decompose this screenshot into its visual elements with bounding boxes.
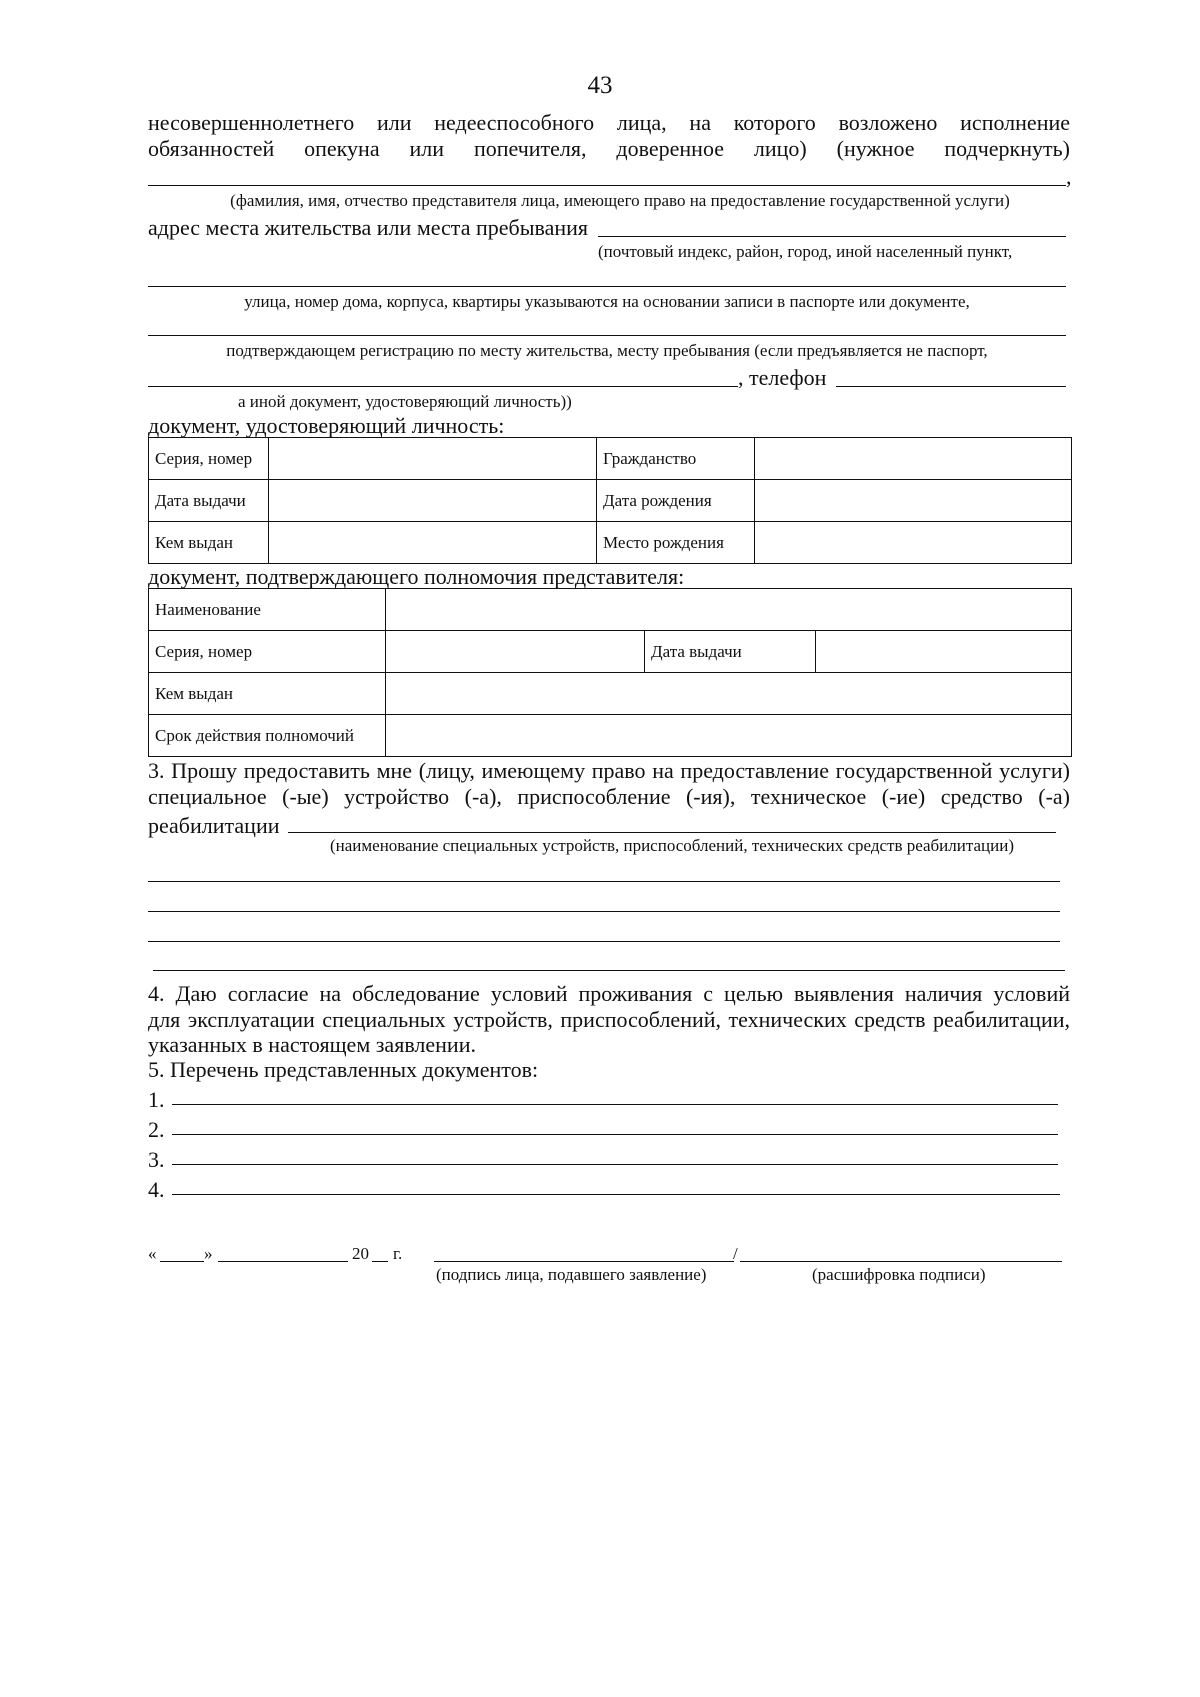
table-row bbox=[149, 438, 1072, 480]
table-row bbox=[149, 673, 1072, 715]
identity-doc-title: документ, удостоверяющий личность: bbox=[148, 413, 505, 438]
issued-by-label: Кем выдан bbox=[149, 522, 269, 564]
intro-line-1: несовершеннолетнего или недееспособного лица, на которого возложено исполнение bbox=[148, 110, 1070, 135]
table-row bbox=[149, 480, 1072, 522]
birth-place-label: Место рождения bbox=[597, 522, 755, 564]
authority-issued-by-cell[interactable] bbox=[386, 673, 1072, 715]
signature-decode-caption: (расшифровка подписи) bbox=[812, 1265, 986, 1284]
rehab-means-field[interactable] bbox=[288, 832, 1056, 833]
table-row bbox=[149, 715, 1072, 757]
phone-field[interactable] bbox=[836, 386, 1066, 387]
date-year-prefix: 20 bbox=[352, 1244, 369, 1263]
doc-list-number-2: 2. bbox=[148, 1117, 165, 1142]
citizenship-cell[interactable] bbox=[755, 438, 1072, 480]
authority-issue-date-cell[interactable] bbox=[816, 631, 1072, 673]
authority-validity-cell[interactable] bbox=[386, 715, 1072, 757]
date-quote-close: » bbox=[204, 1244, 213, 1263]
citizenship-label: Гражданство bbox=[597, 438, 755, 480]
representative-name-field[interactable] bbox=[148, 185, 1066, 186]
address-field-1[interactable] bbox=[598, 236, 1066, 237]
item5-title: 5. Перечень представленных документов: bbox=[148, 1057, 539, 1082]
date-year-field[interactable] bbox=[372, 1261, 388, 1262]
authority-validity-label: Срок действия полномочий bbox=[149, 715, 386, 757]
signature-caption: (подпись лица, подавшего заявление) bbox=[436, 1265, 707, 1284]
doc-list-number-4: 4. bbox=[148, 1177, 165, 1202]
page-number: 43 bbox=[587, 72, 613, 99]
identity-doc-table bbox=[148, 437, 1072, 564]
rehab-means-line-2[interactable] bbox=[148, 881, 1060, 882]
issue-date-cell[interactable] bbox=[269, 480, 597, 522]
phone-label: , телефон bbox=[738, 365, 827, 390]
representative-name-caption: (фамилия, имя, отчество представителя лица, имеющего право на предоставление государственной услуги) bbox=[230, 191, 1010, 210]
authority-doc-title: документ, подтверждающего полномочия представителя: bbox=[148, 564, 685, 589]
doc-list-field-1[interactable] bbox=[172, 1104, 1058, 1105]
name-line-comma: , bbox=[1066, 164, 1072, 189]
doc-list-number-3: 3. bbox=[148, 1147, 165, 1172]
address-label: адрес места жительства или места пребывания bbox=[148, 215, 588, 240]
doc-list-field-4[interactable] bbox=[172, 1194, 1060, 1195]
birth-date-cell[interactable] bbox=[755, 480, 1072, 522]
authority-name-label: Наименование bbox=[149, 589, 386, 631]
doc-list-field-3[interactable] bbox=[172, 1164, 1058, 1165]
signature-decode-field[interactable] bbox=[740, 1261, 1062, 1262]
signature-slash: / bbox=[733, 1244, 738, 1263]
rehab-means-line-3[interactable] bbox=[148, 911, 1060, 912]
item4-line-1: 4. Даю согласие на обследование условий проживания с целью выявления наличия условий bbox=[148, 981, 1070, 1006]
date-year-suffix: г. bbox=[393, 1244, 403, 1263]
address-caption-3: подтверждающем регистрацию по месту жительства, месту пребывания (если предъявляется не паспорт, bbox=[226, 341, 988, 360]
address-field-4[interactable] bbox=[148, 386, 738, 387]
item4-line-3: указанных в настоящем заявлении. bbox=[148, 1032, 476, 1057]
authority-name-cell[interactable] bbox=[386, 589, 1072, 631]
issued-by-cell[interactable] bbox=[269, 522, 597, 564]
signature-field[interactable] bbox=[434, 1261, 734, 1262]
address-caption-4: а иной документ, удостоверяющий личность)) bbox=[238, 392, 572, 411]
date-month-field[interactable] bbox=[218, 1261, 348, 1262]
doc-list-field-2[interactable] bbox=[172, 1134, 1058, 1135]
issue-date-label: Дата выдачи bbox=[149, 480, 269, 522]
address-field-2[interactable] bbox=[148, 286, 1066, 287]
item3-line-2: специальное (-ые) устройство (-а), приспособление (-ия), техническое (-ие) средство (-а) bbox=[148, 784, 1070, 809]
birth-place-cell[interactable] bbox=[755, 522, 1072, 564]
date-day-field[interactable] bbox=[160, 1261, 204, 1262]
birth-date-label: Дата рождения bbox=[597, 480, 755, 522]
rehab-means-caption: (наименование специальных устройств, приспособлений, технических средств реабилитации) bbox=[329, 836, 1014, 855]
rehab-means-line-4[interactable] bbox=[148, 941, 1060, 942]
doc-list-number-1: 1. bbox=[148, 1087, 165, 1112]
series-number-label: Серия, номер bbox=[149, 438, 269, 480]
table-row bbox=[149, 589, 1072, 631]
rehab-means-line-5[interactable] bbox=[153, 970, 1065, 971]
item3-line-3: реабилитации bbox=[148, 813, 280, 838]
authority-issued-by-label: Кем выдан bbox=[149, 673, 386, 715]
authority-doc-table bbox=[148, 588, 1072, 757]
table-row bbox=[149, 631, 1072, 673]
date-quote-open: « bbox=[148, 1244, 157, 1263]
item4-line-2: для эксплуатации специальных устройств, приспособлений, технических средств реабилитации, bbox=[148, 1007, 1070, 1032]
item3-line-1: 3. Прошу предоставить мне (лицу, имеющему право на предоставление государственной услуги) bbox=[148, 758, 1070, 783]
address-field-3[interactable] bbox=[148, 335, 1066, 336]
table-row bbox=[149, 522, 1072, 564]
address-caption-1: (почтовый индекс, район, город, иной населенный пункт, bbox=[598, 242, 1013, 261]
series-number-cell[interactable] bbox=[269, 438, 597, 480]
authority-issue-date-label: Дата выдачи bbox=[645, 631, 816, 673]
intro-line-2: обязанностей опекуна или попечителя, доверенное лицо) (нужное подчеркнуть) bbox=[148, 136, 1070, 161]
address-caption-2: улица, номер дома, корпуса, квартиры указываются на основании записи в паспорте или документе, bbox=[244, 292, 970, 311]
authority-series-label: Серия, номер bbox=[149, 631, 386, 673]
authority-series-cell[interactable] bbox=[386, 631, 645, 673]
